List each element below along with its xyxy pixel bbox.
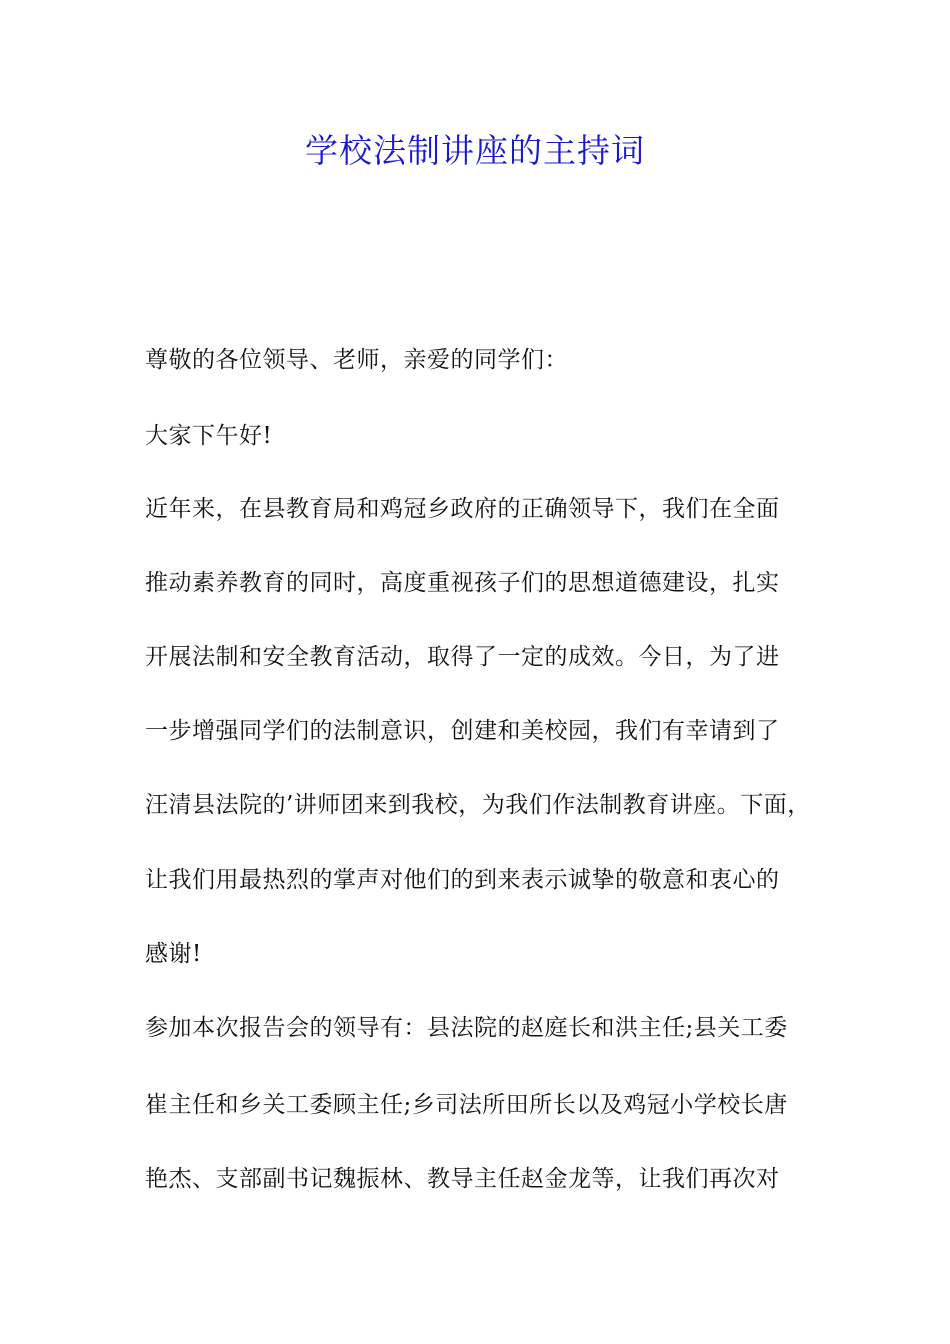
paragraph-line: 崔主任和乡关工委顾主任;乡司法所田所长以及鸡冠小学校长唐 [145, 1092, 788, 1118]
document-title: 学校法制讲座的主持词 [305, 131, 645, 170]
paragraph-line: 让我们用最热烈的掌声对他们的到来表示诚挚的敬意和衷心的 [145, 867, 780, 893]
paragraph-line: 艳杰、支部副书记魏振林、教导主任赵金龙等，让我们再次对 [145, 1166, 780, 1192]
paragraph-salutation: 尊敬的各位领导、老师，亲爱的同学们： [145, 347, 568, 373]
paragraph-line: 感谢! [145, 941, 202, 967]
paragraph-line: 参加本次报告会的领导有：县法院的赵庭长和洪主任;县关工委 [145, 1015, 788, 1041]
paragraph-line: 开展法制和安全教育活动，取得了一定的成效。今日，为了进 [145, 644, 780, 670]
paragraph-greeting: 大家下午好! [145, 423, 273, 449]
paragraph-line: 汪清县法院的’讲师团来到我校，为我们作法制教育讲座。下面， [145, 792, 811, 818]
paragraph-line: 近年来，在县教育局和鸡冠乡政府的正确领导下，我们在全面 [145, 496, 780, 522]
paragraph-line: 一步增强同学们的法制意识，创建和美校园，我们有幸请到了 [145, 718, 780, 744]
paragraph-line: 推动素养教育的同时，高度重视孩子们的思想道德建设，扎实 [145, 570, 780, 596]
